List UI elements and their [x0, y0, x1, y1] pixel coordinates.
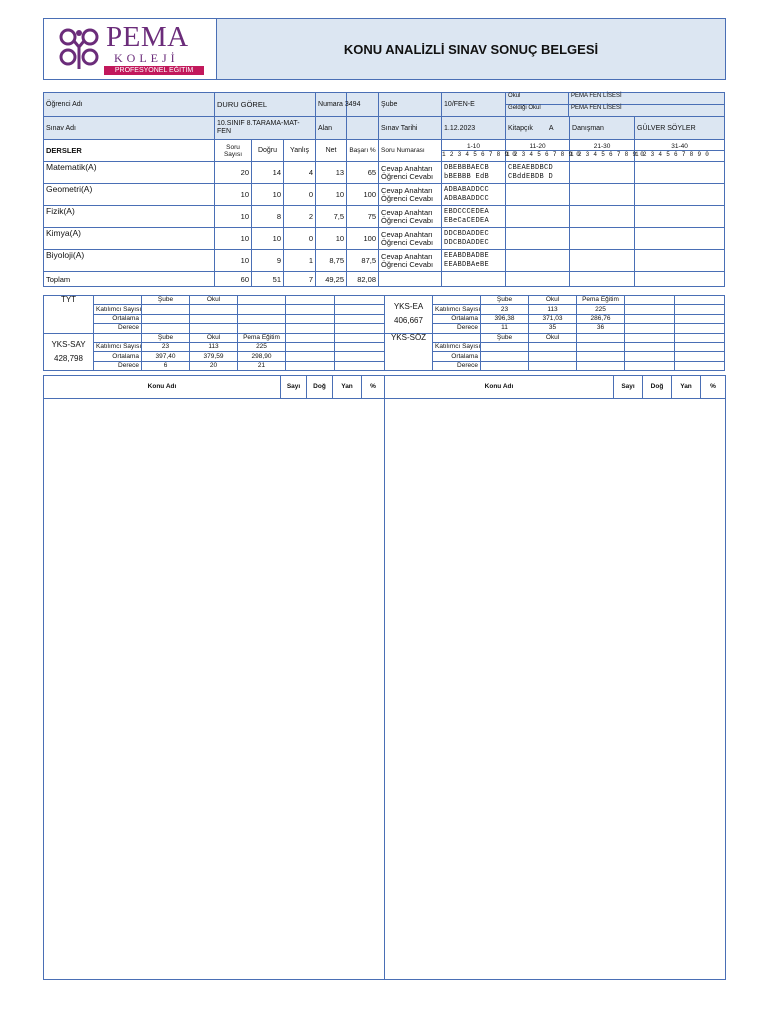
wrong-count: 2 [284, 206, 316, 228]
say-part-okul: 113 [190, 342, 238, 351]
net-score: 10 [316, 184, 347, 206]
student-answers: ADBABADDCC [444, 194, 490, 203]
correct-count: 10 [252, 184, 284, 206]
subject-name: Matematik(A) [44, 162, 215, 184]
question-count: 20 [215, 162, 252, 184]
subject-row [44, 162, 725, 184]
total-wrong: 7 [284, 272, 316, 287]
say-part-sube: 23 [142, 342, 190, 351]
net-score: 8,75 [316, 250, 347, 272]
student-answers: EEABDBAeBE [444, 260, 490, 269]
row-rank: Derece [94, 324, 142, 333]
success-pct: 87,5 [347, 250, 379, 272]
topic-header-right [385, 376, 725, 399]
total-row [44, 272, 725, 287]
say-block [44, 333, 94, 371]
advisor-value: GÜLVER SÖYLER [635, 117, 725, 140]
booklet-value: A [548, 124, 554, 132]
page-title: KONU ANALİZLİ SINAV SONUÇ BELGESİ [216, 19, 725, 79]
wrong-header: Yanlış [284, 140, 316, 162]
say-avg-sube: 397,40 [142, 352, 190, 361]
student-answer-label: Öğrenci Cevabı [381, 215, 434, 225]
logo-sub: KOLEJİ [114, 51, 179, 65]
say-rank-pema: 21 [238, 361, 286, 370]
key-label: Cevap Anahtarı [381, 163, 433, 173]
booklet-label: Kitapçık [508, 124, 533, 132]
range-1: 1-10 [442, 143, 505, 151]
yks-left-table: TYT Şube Okul Katılımcı Sayısı Ortalama Derece YKS-SAY 428,798 Şube Okul Pema Eğitim Katılımcı Sayısı 23 113 225 Ortalama 397,40 379,59 298,90 Derece 6 20 21 [43, 295, 385, 371]
ea-part-okul: 113 [529, 305, 577, 314]
branch-label: Şube [379, 93, 442, 117]
correct-count: 8 [252, 206, 284, 228]
student-name-label: Öğrenci Adı [44, 93, 215, 117]
questions-header: Soru Sayısı [215, 140, 252, 162]
question-count: 10 [215, 184, 252, 206]
student-answers: bBEBBB EdB [444, 172, 490, 181]
say-rank-okul: 20 [190, 361, 238, 370]
topic-analysis-panel [43, 375, 726, 980]
range-4: 31-40 [635, 143, 724, 151]
student-number-label: Numara [318, 101, 343, 108]
answer-key: CBEAEBDBCD [508, 163, 554, 172]
topic-correct-header: Doğ [643, 376, 672, 398]
question-count: 10 [215, 228, 252, 250]
tyt-label: TYT [60, 295, 77, 304]
student-number: 3494 [344, 101, 361, 108]
key-label: Cevap Anahtarı [381, 185, 433, 195]
wrong-count: 1 [284, 250, 316, 272]
say-score: 428,798 [54, 353, 83, 363]
say-part-pema: 225 [238, 342, 286, 351]
success-pct: 100 [347, 228, 379, 250]
ea-part-pema: 225 [577, 305, 625, 314]
student-answers: DDCBDADDEC [444, 238, 490, 247]
topic-correct-header: Doğ [307, 376, 333, 398]
success-pct: 65 [347, 162, 379, 184]
total-success: 82,08 [347, 272, 379, 287]
correct-header: Doğru [252, 140, 284, 162]
total-questions: 60 [215, 272, 252, 287]
range-2: 11-20 [506, 143, 569, 151]
net-score: 13 [316, 162, 347, 184]
col-sube: Şube [142, 296, 190, 305]
lessons-header: DERSLER [44, 140, 215, 162]
student-answer-label: Öğrenci Cevabı [381, 259, 434, 269]
success-header: Başarı % [347, 140, 379, 162]
topic-count-header: Sayı [281, 376, 307, 398]
student-answer-label: Öğrenci Cevabı [381, 171, 434, 181]
say-label: YKS-SAY [51, 339, 86, 349]
topic-count-header: Sayı [614, 376, 643, 398]
digits-2: 1 2 3 4 5 6 7 8 9 0 [506, 151, 581, 158]
ea-rank-okul: 35 [529, 324, 577, 333]
subject-row [44, 250, 725, 272]
ea-avg-okul: 371,03 [529, 314, 577, 323]
question-count: 10 [215, 250, 252, 272]
advisor-label: Danışman [570, 117, 635, 140]
yks-right-table: YKS-EA 406,667 Şube Okul Pema Eğitim Katılımcı Sayısı 23 113 225 Ortalama 396,38 371,03 286,76 Derece 11 35 36 YKS-SÖZ Şube Okul Katılımcı Sayısı Ortalama Derece [384, 295, 725, 371]
subject-row [44, 206, 725, 228]
subject-name: Fizik(A) [44, 206, 215, 228]
student-name: DURU GÖREL [215, 93, 316, 117]
say-avg-okul: 379,59 [190, 352, 238, 361]
say-rank-sube: 6 [142, 361, 190, 370]
soz-block [385, 333, 433, 371]
total-label: Toplam [44, 272, 215, 287]
subject-name: Biyoloji(A) [44, 250, 215, 272]
logo-brand: PEMA [106, 21, 189, 53]
wrong-count: 0 [284, 184, 316, 206]
subject-name: Kimya(A) [44, 228, 215, 250]
soz-label: YKS-SÖZ [390, 332, 427, 342]
student-answer-label: Öğrenci Cevabı [381, 193, 434, 203]
net-header: Net [316, 140, 347, 162]
ea-label: YKS-EA [393, 302, 424, 312]
topic-wrong-header: Yan [672, 376, 701, 398]
student-answers: CBddEBDB D [508, 172, 554, 181]
total-net: 49,25 [316, 272, 347, 287]
exam-name: 10.SINIF 8.TARAMA-MAT-FEN [215, 117, 316, 140]
ea-score: 406,667 [394, 316, 423, 326]
ea-rank-sube: 11 [481, 324, 529, 333]
date-value: 1.12.2023 [442, 117, 506, 140]
row-average: Ortalama [94, 314, 142, 323]
question-count: 10 [215, 206, 252, 228]
net-score: 7,5 [316, 206, 347, 228]
digits-3: 1 2 3 4 5 6 7 8 9 0 [570, 151, 645, 158]
success-pct: 75 [347, 206, 379, 228]
school-value: PEMA FEN LİSESİ [571, 93, 622, 99]
topic-pct-header: % [370, 383, 376, 390]
answer-key: EBDCCCEDEA [444, 207, 490, 216]
range-3: 21-30 [570, 143, 634, 151]
branch-value: 10/FEN-E [442, 93, 506, 117]
digits-4: 1 2 3 4 5 6 7 8 9 0 [635, 151, 710, 158]
digits-1: 1 2 3 4 5 6 7 8 9 0 [442, 151, 517, 158]
subject-name: Geometri(A) [44, 184, 215, 206]
document-header [43, 18, 726, 80]
school-label: Okul [506, 93, 569, 104]
topic-wrong-header: Yan [333, 376, 362, 398]
subject-row [44, 184, 725, 206]
topic-name-header: Konu Adı [385, 376, 614, 398]
student-results-table [43, 92, 725, 287]
correct-count: 10 [252, 228, 284, 250]
student-answers: EBeCaCEDEA [444, 216, 490, 225]
ea-part-sube: 23 [481, 305, 529, 314]
say-avg-pema: 298,90 [238, 352, 286, 361]
question-number-header: Soru Numarası [379, 140, 442, 162]
subject-row [44, 228, 725, 250]
answer-key: ADBABADDCC [444, 185, 490, 194]
net-score: 10 [316, 228, 347, 250]
correct-count: 14 [252, 162, 284, 184]
col-okul: Okul [190, 296, 238, 305]
from-school-value: PEMA FEN LİSESİ [571, 105, 622, 111]
logo-tagline: PROFESYONEL EĞİTİM [104, 66, 204, 75]
row-participants: Katılımcı Sayısı [94, 305, 142, 314]
correct-count: 9 [252, 250, 284, 272]
from-school-label: Geldiği Okul [506, 105, 569, 116]
area-label: Alan [316, 117, 347, 140]
exam-label: Sınav Adı [44, 117, 215, 140]
key-label: Cevap Anahtarı [381, 229, 433, 239]
answer-key: EEABDBADBE [444, 251, 490, 260]
key-label: Cevap Anahtarı [381, 207, 433, 217]
answer-key: DDCBDADDEC [444, 229, 490, 238]
ea-rank-pema: 36 [577, 324, 625, 333]
key-label: Cevap Anahtarı [381, 251, 433, 261]
tyt-block [44, 296, 94, 334]
total-correct: 51 [252, 272, 284, 287]
ea-block [385, 296, 433, 334]
topic-pct-header: % [710, 383, 716, 390]
school-logo [54, 23, 216, 75]
wrong-count: 0 [284, 228, 316, 250]
pema-emblem-icon [54, 25, 104, 71]
date-label: Sınav Tarihi [379, 117, 442, 140]
ea-avg-sube: 396,38 [481, 314, 529, 323]
topic-header-left [44, 376, 384, 399]
success-pct: 100 [347, 184, 379, 206]
wrong-count: 4 [284, 162, 316, 184]
area-value [347, 117, 379, 140]
ea-avg-pema: 286,76 [577, 314, 625, 323]
student-answer-label: Öğrenci Cevabı [381, 237, 434, 247]
topic-name-header: Konu Adı [44, 376, 281, 398]
answer-key: DBEBBBAECB [444, 163, 490, 172]
